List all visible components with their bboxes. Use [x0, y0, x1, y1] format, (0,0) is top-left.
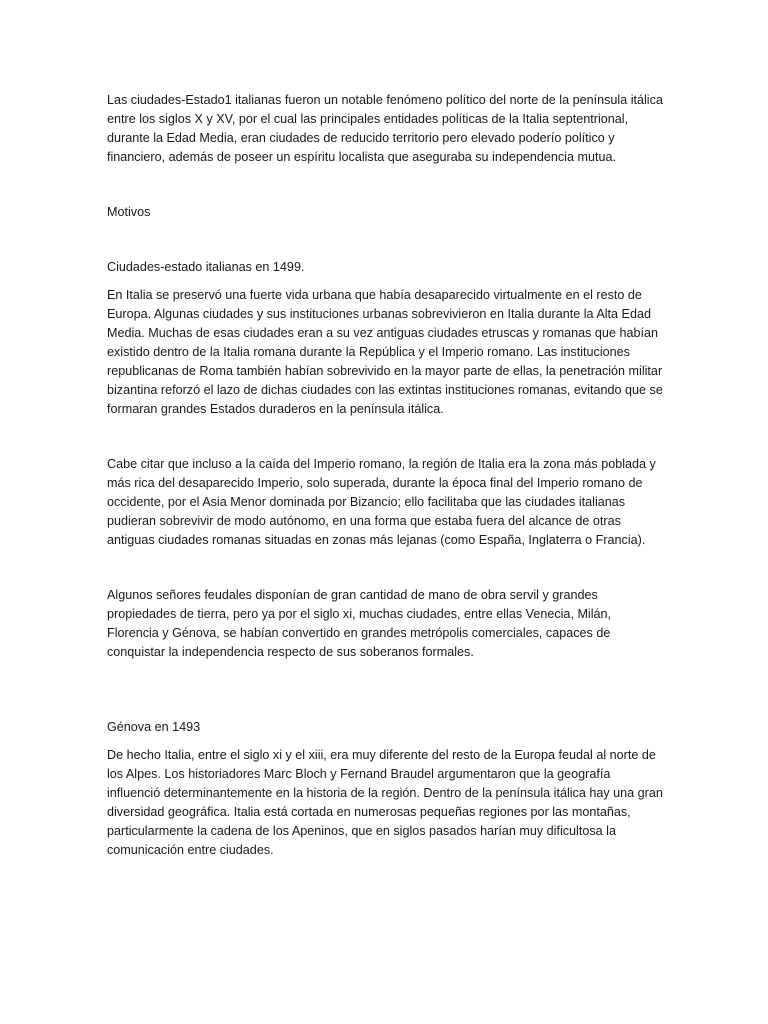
intro-paragraph: Las ciudades-Estado1 italianas fueron un notable fenómeno político del norte de la península itálica entre los siglos X y XV, por el cual las principales entidades políticas de la Italia septentrional, durante la Edad Media, eran ciudades de reducido territorio pero elevado poderío político y financiero, además de poseer un espíritu localista que aseguraba su independencia mutua.	[107, 93, 663, 164]
image-caption-1493: Génova en 1493	[107, 720, 201, 734]
section-heading-motivos: Motivos	[107, 205, 151, 219]
document-page	[107, 91, 663, 860]
body-paragraph: De hecho Italia, entre el siglo xi y el xiii, era muy diferente del resto de la Europa feudal al norte de los Alpes. Los historiadores Marc Bloch y Fernand Braudel argumentaron que la geografía influenció determinantemente en la historia de la región. Dentro de la península itálica hay una gran diversidad geográfica. Italia está cortada en numerosas pequeñas regiones por las montañas, particularmente la cadena de los Apeninos, que en siglos pasados harían muy dificultosa la comunicación entre ciudades.	[107, 748, 663, 857]
body-paragraph: En Italia se preservó una fuerte vida urbana que había desaparecido virtualmente en el resto de Europa. Algunas ciudades y sus instituciones urbanas sobrevivieron en Italia durante la Alta Edad Media. Muchas de esas ciudades eran a su vez antiguas ciudades etruscas y romanas que habían existido dentro de la Italia romana durante la República y el Imperio romano. Las instituciones republicanas de Roma también habían sobrevivido en la mayor parte de ellas, la penetración militar bizantina reforzó el lazo de dichas ciudades con las extintas instituciones romanas, evitando que se formaran grandes Estados duraderos en la península itálica.	[107, 288, 663, 416]
image-caption-1499: Ciudades-estado italianas en 1499.	[107, 260, 305, 274]
body-paragraph: Cabe citar que incluso a la caída del Imperio romano, la región de Italia era la zona más poblada y más rica del desaparecido Imperio, solo superada, durante la época final del Imperio romano de occidente, por el Asia Menor dominada por Bizancio; ello facilitaba que las ciudades italianas pudieran sobrevivir de modo autónomo, en una forma que estaba fuera del alcance de otras antiguas ciudades romanas situadas en zonas más lejanas (como España, Inglaterra o Francia).	[107, 457, 656, 547]
body-paragraph: Algunos señores feudales disponían de gran cantidad de mano de obra servil y grandes propiedades de tierra, pero ya por el siglo xi, muchas ciudades, entre ellas Venecia, Milán, Florencia y Génova, se habían convertido en grandes metrópolis comerciales, capaces de conquistar la independencia respecto de sus soberanos formales.	[107, 588, 612, 659]
